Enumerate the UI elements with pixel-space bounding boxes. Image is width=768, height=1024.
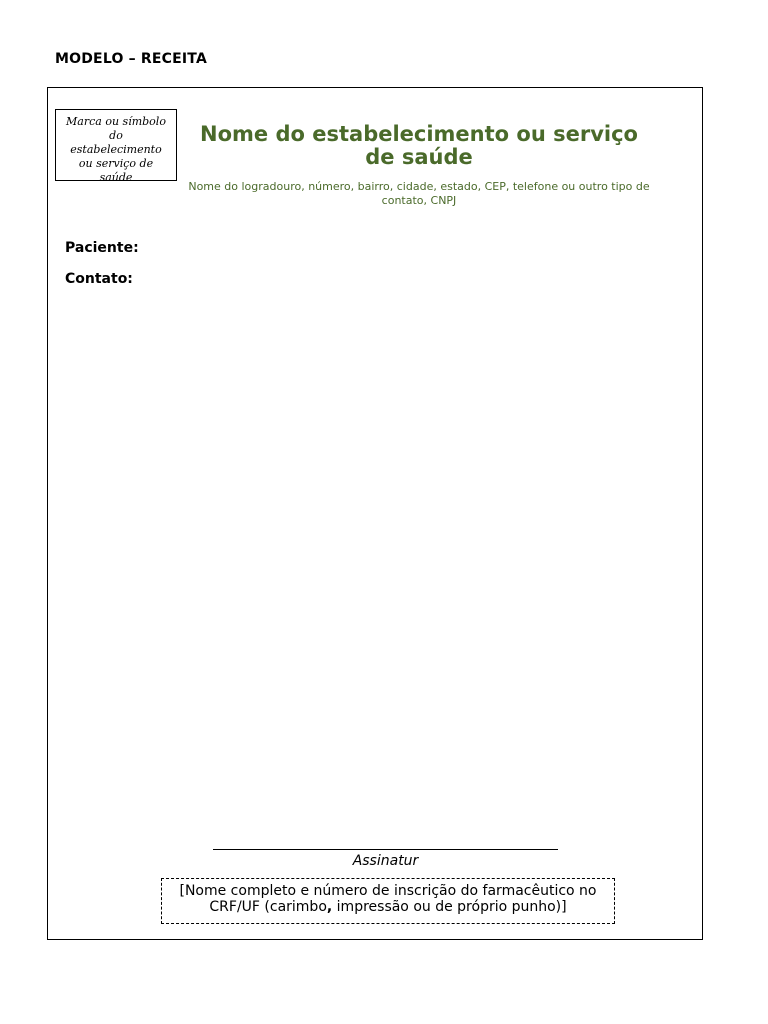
prescription-frame [47,87,703,940]
establishment-name: Nome do estabelecimento ou serviço de saúde [200,122,638,169]
stamp-comma: , [326,899,333,915]
document-heading: MODELO – RECEITA [55,51,207,67]
logo-placeholder: Marca ou símbolo do estabelecimento ou serviço de saúde [55,109,177,181]
stamp-text-part1: [Nome completo e número de inscrição do farmacêutico no CRF/UF (carimbo [179,883,597,915]
signature-caption: Assinatur [352,853,419,869]
establishment-address: Nome do logradouro, número, bairro, cidade, estado, CEP, telefone ou outro tipo de contato, CNPJ [188,180,650,207]
contact-label: Contato: [65,271,133,287]
patient-label: Paciente: [65,240,139,256]
stamp-text-part2: impressão ou de próprio punho)] [332,899,567,915]
pharmacist-stamp-box [161,878,615,924]
signature-line [213,849,558,850]
